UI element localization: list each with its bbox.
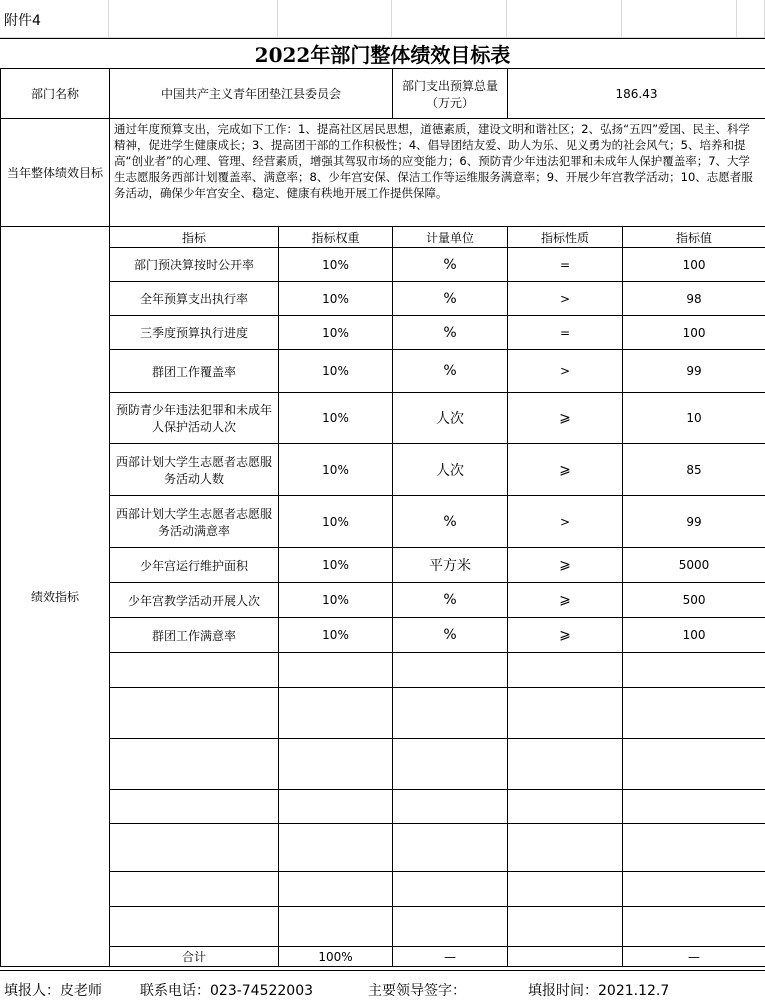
indicator-weight: 10% xyxy=(279,583,393,618)
indicator-value: 100 xyxy=(623,618,765,653)
table-row xyxy=(1,583,765,618)
page-title: 2022年部门整体绩效目标表 xyxy=(0,38,765,69)
indicator-unit: 人次 xyxy=(393,444,508,496)
table-row xyxy=(1,393,765,444)
empty-row xyxy=(1,790,765,824)
empty-row xyxy=(1,688,765,739)
indicator-value: 100 xyxy=(623,248,765,282)
indicator-nature: ⩾ xyxy=(508,548,623,583)
indicator-name: 少年宫教学活动开展人次 xyxy=(110,583,279,618)
total-label: 合计 xyxy=(110,947,279,967)
indicator-nature: = xyxy=(508,316,623,350)
indicator-unit: 人次 xyxy=(393,393,508,444)
goal-text: 通过年度预算支出，完成如下工作：1、提高社区居民思想，道德素质，建设文明和谐社区；2、弘扬“五四”爱国、民主、科学精神，促进学生健康成长；3、提高团干部的工作积极性；4、倡导团结友爱、助人为乐、见义勇为的社会风气；5、培养和提高“创业者”的心理、管理、经营素质，增强其驾驭市场的应变能力；6、预防青少年违法犯罪和未成年人保护覆盖率；7、大学生志愿服务西部计划覆盖率、满意率；8、少年宫安保、保洁工作等运维服务满意率；9、开展少年宫教学活动；10、志愿者服务活动，确保少年宫安全、稳定、健康有秩地开展工作提供保障。 xyxy=(110,119,765,227)
indicator-unit: 平方米 xyxy=(393,548,508,583)
empty-row xyxy=(1,739,765,790)
indicator-nature: ⩾ xyxy=(508,583,623,618)
total-row xyxy=(1,947,765,967)
indicator-value: 10 xyxy=(623,393,765,444)
total-unit: — xyxy=(393,947,508,967)
indicator-weight: 10% xyxy=(279,248,393,282)
column-header: 指标性质 xyxy=(508,227,623,248)
dept-name-value: 中国共产主义青年团垫江县委员会 xyxy=(110,69,393,119)
indicator-nature: > xyxy=(508,496,623,548)
budget-value: 186.43 xyxy=(508,69,765,119)
indicator-nature: ⩾ xyxy=(508,444,623,496)
column-header: 计量单位 xyxy=(393,227,508,248)
indicator-unit: % xyxy=(393,350,508,393)
indicator-weight: 10% xyxy=(279,548,393,583)
leader-signature: 主要领导签字： xyxy=(368,980,466,1000)
indicator-weight: 10% xyxy=(279,350,393,393)
indicator-value: 99 xyxy=(623,350,765,393)
indicator-unit: % xyxy=(393,316,508,350)
empty-row xyxy=(1,907,765,947)
indicator-name: 部门预决算按时公开率 xyxy=(110,248,279,282)
indicator-nature: = xyxy=(508,248,623,282)
empty-row xyxy=(1,653,765,688)
indicator-weight: 10% xyxy=(279,316,393,350)
indicator-name: 三季度预算执行进度 xyxy=(110,316,279,350)
indicator-name: 西部计划大学生志愿者志愿服务活动人数 xyxy=(110,444,279,496)
indicator-value: 85 xyxy=(623,444,765,496)
indicator-value: 100 xyxy=(623,316,765,350)
table-row xyxy=(1,496,765,548)
table-row xyxy=(1,618,765,653)
indicator-unit: % xyxy=(393,282,508,316)
contact-phone: 联系电话：023-74522003 xyxy=(140,980,313,1000)
indicator-value: 500 xyxy=(623,583,765,618)
table-row xyxy=(1,350,765,393)
total-weight: 100% xyxy=(279,947,393,967)
column-header: 指标值 xyxy=(623,227,765,248)
total-value: — xyxy=(623,947,765,967)
indicator-nature: ⩾ xyxy=(508,393,623,444)
table-row xyxy=(1,282,765,316)
indicator-value: 99 xyxy=(623,496,765,548)
indicator-weight: 10% xyxy=(279,618,393,653)
indicator-weight: 10% xyxy=(279,496,393,548)
column-header: 指标权重 xyxy=(279,227,393,248)
indicator-unit: % xyxy=(393,248,508,282)
indicator-nature: ⩾ xyxy=(508,618,623,653)
table-row xyxy=(1,316,765,350)
indicator-weight: 10% xyxy=(279,393,393,444)
indicator-name: 全年预算支出执行率 xyxy=(110,282,279,316)
indicator-nature: > xyxy=(508,282,623,316)
indicator-name: 少年宫运行维护面积 xyxy=(110,548,279,583)
indicator-name: 群团工作满意率 xyxy=(110,618,279,653)
fill-date: 填报时间：2021.12.7 xyxy=(528,980,669,1000)
total-nature xyxy=(508,947,623,967)
footer xyxy=(0,970,765,1004)
spreadsheet-top-grid xyxy=(0,0,765,38)
filler: 填报人：皮老师 xyxy=(4,980,102,1000)
indicator-weight: 10% xyxy=(279,444,393,496)
empty-row xyxy=(1,824,765,872)
indicators-section-label: 绩效指标 xyxy=(1,227,110,967)
goal-label: 当年整体绩效目标 xyxy=(1,119,110,227)
empty-row xyxy=(1,872,765,907)
indicator-value: 98 xyxy=(623,282,765,316)
indicator-nature: > xyxy=(508,350,623,393)
indicator-name: 预防青少年违法犯罪和未成年人保护活动人次 xyxy=(110,393,279,444)
indicator-unit: % xyxy=(393,618,508,653)
budget-label: 部门支出预算总量（万元） xyxy=(393,69,508,119)
column-header: 指标 xyxy=(110,227,279,248)
indicator-name: 群团工作覆盖率 xyxy=(110,350,279,393)
indicator-unit: % xyxy=(393,496,508,548)
table-row xyxy=(1,248,765,282)
indicator-name: 西部计划大学生志愿者志愿服务活动满意率 xyxy=(110,496,279,548)
dept-name-label: 部门名称 xyxy=(1,69,110,119)
indicator-value: 5000 xyxy=(623,548,765,583)
indicator-weight: 10% xyxy=(279,282,393,316)
table-row xyxy=(1,548,765,583)
indicator-unit: % xyxy=(393,583,508,618)
attachment-label: 附件4 xyxy=(4,10,41,30)
table-row xyxy=(1,444,765,496)
target-table xyxy=(0,68,765,967)
